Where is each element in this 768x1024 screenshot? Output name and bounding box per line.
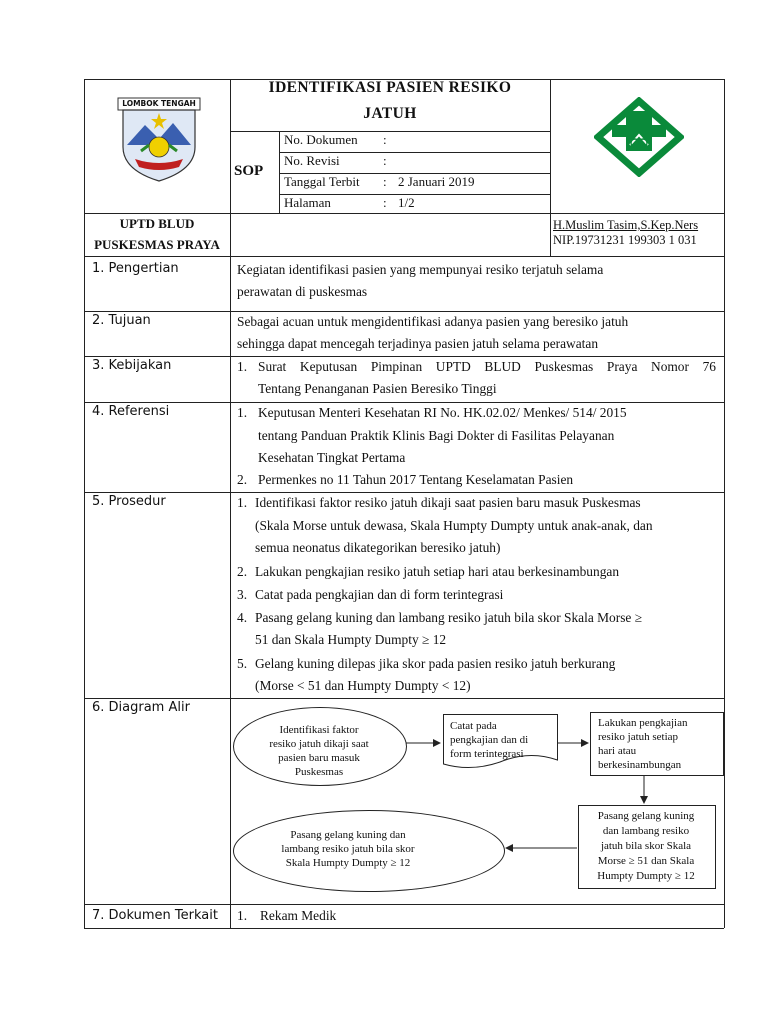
flow-node-text: pengkajian dan di (450, 734, 529, 746)
pengertian-text: perawatan di puskesmas (237, 284, 368, 299)
list-number: 1. (237, 359, 248, 374)
meta-label: No. Dokumen (284, 132, 358, 147)
list-number: 3. (237, 587, 248, 602)
org-name-line1: UPTD BLUD (119, 216, 195, 231)
flow-node-text: Morse ≥ 51 dan Skala (597, 855, 695, 867)
flow-node-text: Puskesmas (294, 766, 344, 778)
flow-node-text: Catat pada (450, 720, 497, 732)
prosedur-text: Lakukan pengkajian resiko jatuh setiap hari atau berkesinambungan (255, 564, 620, 579)
flow-node-text: form terintegrasi (450, 748, 524, 760)
list-number: 5. (237, 656, 248, 671)
flow-node-text: Identifikasi faktor (279, 724, 359, 736)
flow-node-text: berkesinambungan (598, 759, 682, 771)
prosedur-text: Identifikasi faktor resiko jatuh dikaji saat pasien baru masuk Puskesmas (255, 495, 641, 510)
flow-node-text: lambang resiko jatuh bila skor (281, 843, 415, 855)
meta-value: 1/2 (398, 195, 415, 210)
section-label-referensi: 4. Referensi (92, 404, 170, 419)
meta-sep: : (383, 195, 387, 210)
flow-node-text: jatuh bila skor Skala (600, 840, 692, 852)
prosedur-text: (Morse < 51 dan Humpty Dumpty < 12) (255, 678, 471, 693)
meta-sep: : (383, 174, 387, 189)
list-number: 2. (237, 564, 248, 579)
flow-node-text: Lakukan pengkajian (598, 717, 688, 729)
referensi-text: Keputusan Menteri Kesehatan RI No. HK.02.02/ Menkes/ 514/ 2015 (258, 405, 627, 420)
section-label-kebijakan: 3. Kebijakan (92, 358, 172, 373)
list-number: 1. (237, 405, 248, 420)
signer-name: H.Muslim Tasim,S.Kep.Ners (553, 218, 699, 232)
flow-node-text: resiko jatuh dikaji saat (269, 738, 369, 750)
flow-node-text: Skala Humpty Dumpty ≥ 12 (285, 857, 411, 869)
section-label-tujuan: 2. Tujuan (92, 313, 151, 328)
section-label-pengertian: 1. Pengertian (92, 261, 179, 276)
prosedur-text: semua neonatus dikategorikan beresiko jatuh) (255, 540, 501, 555)
flow-node-text: Pasang gelang kuning (597, 810, 695, 822)
prosedur-text: Gelang kuning dilepas jika skor pada pasien resiko jatuh berkurang (255, 656, 616, 671)
flow-node-text: pasien baru masuk (278, 752, 360, 764)
prosedur-text: (Skala Morse untuk dewasa, Skala Humpty Dumpty untuk anak-anak, dan (255, 518, 653, 533)
referensi-text: Permenkes no 11 Tahun 2017 Tentang Keselamatan Pasien (258, 472, 574, 487)
flow-node-text: resiko jatuh setiap (598, 731, 679, 743)
prosedur-text: Pasang gelang kuning dan lambang resiko jatuh bila skor Skala Morse ≥ (255, 610, 643, 625)
referensi-text: Kesehatan Tingkat Pertama (258, 450, 406, 465)
sop-label: SOP (234, 163, 264, 179)
list-number: 1. (237, 495, 248, 510)
section-label-dokumen: 7. Dokumen Terkait (92, 908, 218, 923)
meta-value: 2 Januari 2019 (398, 174, 475, 189)
kebijakan-text: Tentang Penanganan Pasien Beresiko Tinggi (258, 381, 497, 396)
signer-nip: NIP.19731231 199303 1 031 (553, 233, 697, 247)
meta-label: Halaman (284, 195, 331, 210)
org-name-line2: PUSKESMAS PRAYA (94, 237, 220, 252)
list-number: 4. (237, 610, 248, 625)
flow-node-text: hari atau (598, 745, 637, 757)
list-number: 1. (237, 908, 248, 923)
document-title-line2: JATUH (363, 105, 417, 122)
kebijakan-text: Surat Keputusan Pimpinan UPTD BLUD Puskesmas Praya Nomor 76 (258, 359, 716, 374)
tujuan-text: Sebagai acuan untuk mengidentifikasi adanya pasien yang beresiko jatuh (237, 314, 629, 329)
flow-node-text: Pasang gelang kuning dan (290, 829, 406, 841)
list-number: 2. (237, 472, 248, 487)
section-label-diagram: 6. Diagram Alir (92, 700, 190, 715)
dokumen-text: Rekam Medik (260, 908, 337, 923)
meta-sep: : (383, 153, 387, 168)
document-title-line1: IDENTIFIKASI PASIEN RESIKO (268, 79, 512, 96)
logo-caption: LOMBOK TENGAH (122, 99, 196, 108)
section-label-prosedur: 5. Prosedur (92, 494, 166, 509)
meta-label: Tanggal Terbit (284, 174, 360, 189)
prosedur-text: Catat pada pengkajian dan di form terintegrasi (255, 587, 504, 602)
flow-node-text: dan lambang resiko (602, 825, 690, 837)
flow-node-text: Humpty Dumpty ≥ 12 (597, 870, 695, 882)
referensi-text: tentang Panduan Praktik Klinis Bagi Dokter di Fasilitas Pelayanan (258, 428, 615, 443)
prosedur-text: 51 dan Skala Humpty Dumpty ≥ 12 (255, 632, 447, 647)
meta-sep: : (383, 132, 387, 147)
tujuan-text: sehingga dapat mencegah terjadinya pasien jatuh selama perawatan (237, 336, 599, 351)
pengertian-text: Kegiatan identifikasi pasien yang mempunyai resiko terjatuh selama (237, 262, 604, 277)
meta-label: No. Revisi (284, 153, 340, 168)
